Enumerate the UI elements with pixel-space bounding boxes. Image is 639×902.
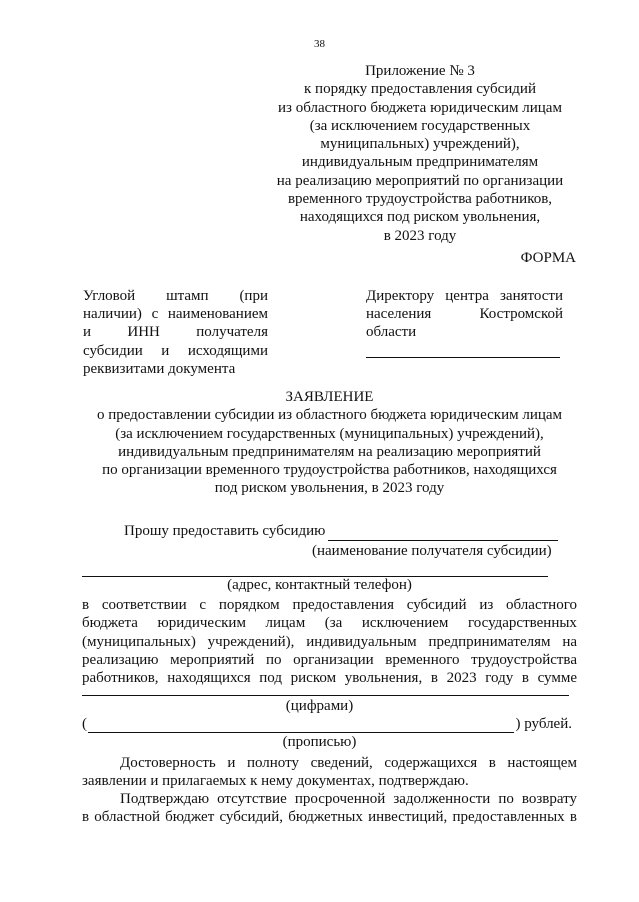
stamp-line (83, 305, 268, 323)
word: содержащихся (384, 755, 478, 771)
word: полноту (246, 755, 299, 771)
amount-words-row (82, 716, 572, 733)
word: Костромской (479, 306, 563, 323)
word: увольнения, (344, 670, 423, 687)
stamp-line (83, 323, 268, 341)
word: временного (385, 651, 460, 668)
word: организации (293, 651, 374, 668)
appendix-line: к порядку предоставления субсидий (304, 81, 536, 98)
application-title (60, 388, 599, 498)
appendix-line: индивидуальным предпринимателям (301, 154, 539, 171)
word: бюджетных (288, 809, 363, 826)
word: просроченной (294, 791, 386, 807)
body-line (82, 633, 577, 651)
word: юридическим (157, 615, 246, 632)
word: задолженности (393, 791, 491, 807)
request-text: Прошу предоставить субсидию (124, 523, 326, 539)
word: ИНН (127, 324, 160, 341)
word: возврату (521, 791, 577, 807)
word: и (161, 342, 170, 359)
word: Подтверждаю (120, 791, 210, 807)
appendix-line: находящихся под риском увольнения, (299, 209, 541, 226)
word: занятости (500, 288, 563, 304)
word: сумме (537, 670, 577, 687)
no-debt-paragraph (82, 790, 577, 827)
appendix-line: Приложение № 3 (365, 63, 475, 79)
digits-caption: (цифрами) (285, 698, 354, 714)
word: (за (324, 615, 343, 632)
address-caption: (адрес, контактный телефон) (227, 577, 412, 593)
word: в (82, 809, 90, 826)
word: наличии) (83, 306, 142, 323)
word: получателя (196, 324, 268, 341)
body-paragraph (82, 596, 577, 687)
title-line: о предоставлении субсидии из областного бюджета юридическим лицам (96, 407, 563, 424)
appendix-line: муниципальных) учреждений), (320, 136, 520, 153)
word: предпринимателям (428, 633, 551, 650)
word: работников, (82, 670, 159, 687)
word: трудоустройства (471, 651, 577, 668)
title-line: индивидуальным предпринимателям на реализацию мероприятий (118, 443, 541, 460)
word: государственных (467, 615, 577, 632)
word: риском (290, 670, 337, 687)
word: населения (366, 306, 432, 323)
appendix-line: на реализацию мероприятий по организации (276, 172, 564, 189)
amount-digits-field[interactable] (82, 695, 569, 696)
word: исходящими (187, 342, 268, 359)
title-line: по организации временного трудоустройства работников, находящихся (102, 462, 557, 479)
word: учреждений), (207, 633, 295, 650)
corner-stamp-block (83, 287, 268, 378)
word: под (259, 670, 282, 687)
word: в (521, 670, 529, 687)
word: 2023 (446, 670, 477, 687)
confirmation-paragraph (82, 754, 577, 791)
word: в (569, 809, 577, 826)
addressee-signature-line[interactable] (366, 356, 560, 358)
word: году (485, 670, 514, 687)
word: предоставленных (452, 809, 565, 826)
title-heading: ЗАЯВЛЕНИЕ (285, 389, 374, 405)
word: индивидуальным (306, 633, 417, 650)
page-number: 38 (314, 38, 325, 50)
addressee-line (366, 305, 563, 323)
recipient-caption: (наименование получателя субсидии) (312, 543, 552, 559)
word: бюджет (165, 809, 215, 826)
word: соответствии (101, 597, 187, 613)
body-line (82, 669, 577, 687)
word: субсидий (406, 597, 467, 613)
para-line (82, 808, 577, 826)
stamp-line: реквизитами документа (83, 360, 236, 377)
word: предоставления (292, 597, 394, 613)
body-line (82, 596, 577, 614)
word: субсидий, (219, 809, 283, 826)
amount-words-field[interactable] (88, 718, 514, 733)
word: в (82, 597, 90, 613)
body-line (82, 614, 577, 632)
para-line (82, 754, 577, 772)
recipient-name-field[interactable] (328, 540, 558, 541)
word: областного (506, 597, 577, 613)
words-caption: (прописью) (282, 734, 357, 750)
word: и (227, 755, 236, 771)
word: и (83, 324, 92, 341)
word: бюджета (82, 615, 138, 632)
word: Директору (366, 288, 435, 304)
word: реализацию (82, 651, 159, 668)
stamp-line (83, 342, 268, 360)
word: наименованием (167, 306, 268, 323)
addressee-block (366, 287, 563, 358)
word: мероприятий (170, 651, 255, 668)
appendix-line: из областного бюджета юридическим лицам (278, 99, 562, 116)
appendix-line: в 2023 году (383, 227, 457, 244)
para-line (82, 790, 577, 808)
word: в (430, 670, 438, 687)
word: из (479, 597, 494, 613)
word: (муниципальных) (82, 633, 196, 650)
word: с (151, 306, 159, 323)
word: сведений, (310, 755, 373, 771)
word: с (199, 597, 207, 613)
appendix-line: временного трудоустройства работников, (287, 191, 553, 208)
word: лицам (265, 615, 306, 632)
word: в (488, 755, 496, 771)
word: по (265, 651, 282, 668)
rubles-label: ) рублей. (515, 716, 572, 732)
word: на (562, 633, 577, 650)
word: Угловой (83, 288, 136, 304)
appendix-header (250, 62, 590, 245)
stamp-line (83, 287, 268, 305)
word: отсутствие (217, 791, 287, 807)
para-line: заявлении и прилагаемых к нему документах, подтверждаю. (82, 773, 469, 790)
word: (при (239, 288, 268, 304)
word: областной (94, 809, 160, 826)
word: штамп (166, 288, 209, 304)
title-line: (за исключением государственных (муниципальных) учреждений), (115, 425, 544, 442)
word: центра (445, 288, 489, 304)
title-line: под риском увольнения, в 2023 году (214, 480, 445, 497)
word: по (498, 791, 514, 807)
appendix-line: (за исключением государственных (309, 117, 531, 134)
body-line (82, 651, 577, 669)
form-label: ФОРМА (520, 250, 576, 266)
addressee-line (366, 287, 563, 305)
word: настоящем (507, 755, 577, 771)
open-paren: ( (82, 716, 87, 732)
word: исключением (361, 615, 449, 632)
word: субсидии (83, 342, 143, 359)
word: Достоверность (120, 755, 216, 771)
addressee-line: области (366, 324, 417, 341)
word: находящихся (167, 670, 251, 687)
word: порядком (218, 597, 280, 613)
word: инвестиций, (368, 809, 448, 826)
